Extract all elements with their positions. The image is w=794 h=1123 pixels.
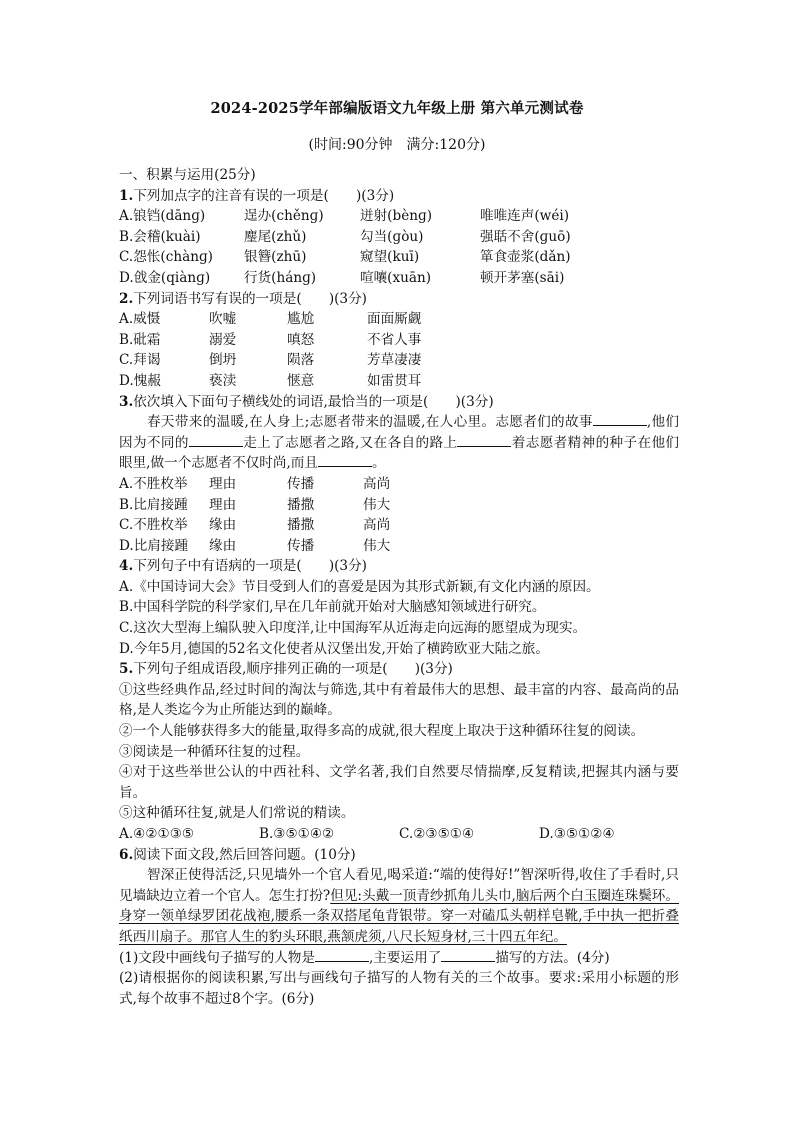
underlined-passage: 但见:头戴一顶青纱抓角儿头巾,脑后两个白玉圈连珠鬓环。身穿一领单绿罗团花战袍,腰系一条双搭尾龟背银带。穿一对磕瓜头朝样皂靴,手中执一把折叠纸西川扇子。那官人生的豹头环眼,燕颔虎须,八尺长短身材,三十四五年纪。: [119, 887, 679, 945]
q3-option-cell: C.不胜枚举: [119, 517, 188, 534]
passage-text: 智深正使得活泛,只见墙外一个官人看见,喝采道:“端的使得好!”智深听得,收住了手看时,只见墙缺边立着一个官人。怎生打扮?: [119, 867, 679, 904]
q2-option-cell: 亵渎: [209, 372, 237, 389]
q3-option-cell: 伟大: [363, 496, 391, 513]
q2-option-cell: D.愧赧: [119, 372, 161, 389]
q1-option-cell: 唯唯连声(wéi): [480, 208, 570, 225]
q3-option-cell: 传播: [287, 537, 315, 554]
q3-option-row: [119, 515, 679, 536]
q1-option-row: [119, 247, 679, 268]
q3-option-cell: 理由: [209, 496, 237, 513]
q1-option-row: [119, 206, 679, 227]
question-number: 3.: [119, 393, 134, 410]
q1-option-cell: 行货(hánɡ): [244, 269, 317, 286]
q3-option-cell: 高尚: [363, 475, 391, 492]
q5-sentence-4: ④对于这些举世公认的中西社科、文学名著,我们自然要尽情揣摩,反复精读,把握其内涵与要旨。: [119, 764, 679, 801]
q6-passage: [119, 865, 679, 947]
question-1: [119, 186, 679, 207]
question-2: [119, 289, 679, 310]
q3-option-row: [119, 495, 679, 516]
q3-options: [119, 474, 679, 556]
q1-option-cell: 迸射(bènɡ): [360, 208, 432, 225]
page-title: 2024-2025学年部编版语文九年级上册 第六单元测试卷: [210, 100, 584, 117]
passage-text: ,他们因为不同的: [119, 414, 679, 451]
question-number: 4.: [119, 558, 134, 575]
q4-option-b: B.中国科学院的科学家们,早在几年前就开始对大脑感知领域进行研究。: [119, 599, 546, 616]
q3-option-row: [119, 474, 679, 495]
q2-option-cell: C.拜谒: [119, 352, 161, 369]
q2-option-cell: A.威慑: [119, 311, 161, 328]
question-stem: 下列句子中有语病的一项是( )(3分): [133, 558, 367, 575]
question-6: [119, 845, 679, 866]
page-subtitle: (时间:90分钟 满分:120分): [308, 137, 486, 153]
q2-option-cell: 惬意: [287, 372, 315, 389]
passage-text: 着志愿者精神的种子在他们眼里,做一个志愿者不仅时尚,而且: [119, 434, 680, 472]
q3-option-cell: 高尚: [363, 517, 391, 534]
q5-option-d: D.③⑤①②④: [539, 826, 615, 842]
q3-option-cell: B.比肩接踵: [119, 496, 188, 513]
q1-option-cell: A.锒铛(dānɡ): [119, 208, 206, 225]
q2-option-cell: 溺爱: [209, 331, 237, 348]
question-stem: 下列句子组成语段,顺序排列正确的一项是( )(3分): [133, 661, 453, 678]
q6-subquestion-2: (2)请根据你的阅读积累,写出与画线句子描写的人物有关的三个故事。要求:采用小标题的形式,每个故事不超过8个字。(6分): [119, 970, 679, 1007]
section-heading: 一、积累与运用(25分): [119, 167, 256, 183]
subquestion-text: 描写的方法。(4分): [495, 949, 610, 966]
q5-sentence-1: ①这些经典作品,经过时间的淘汰与筛选,其中有着最伟大的思想、最丰富的内容、最高尚的品格,是人类迄今为止所能达到的巅峰。: [119, 681, 679, 719]
q2-option-cell: 不省人事: [367, 331, 422, 348]
q2-option-cell: 倒坍: [209, 352, 237, 369]
q2-option-cell: 嗔怒: [287, 331, 315, 348]
q3-option-cell: 伟大: [363, 537, 391, 554]
question-stem: 下列加点字的注音有误的一项是( )(3分): [133, 187, 395, 204]
q5-sentence-2: ②一个人能够获得多大的能量,取得多高的成就,很大程度上取决于这种循环往复的阅读。: [119, 723, 645, 740]
q1-option-cell: 喧嚷(xuān): [360, 269, 432, 286]
question-number: 6.: [119, 846, 134, 863]
fill-blank[interactable]: [318, 453, 372, 467]
question-4: [119, 556, 679, 577]
q2-option-row: [119, 309, 679, 330]
q3-option-cell: A.不胜枚举: [119, 475, 188, 492]
q3-option-cell: 缘由: [209, 517, 237, 534]
q1-option-row: [119, 268, 679, 289]
q1-options: [119, 206, 679, 288]
q2-option-cell: 面面厮觑: [367, 311, 422, 328]
passage-text: 走上了志愿者之路,又在各自的路上: [242, 434, 458, 451]
question-stem: 下列词语书写有误的一项是( )(3分): [133, 290, 367, 307]
q5-sentence-3: ③阅读是一种循环往复的过程。: [119, 743, 310, 760]
question-3: [119, 392, 679, 413]
q5-option-c: C.②③⑤①④: [399, 826, 475, 842]
q1-option-cell: 麈尾(zhǔ): [244, 228, 307, 245]
question-number: 5.: [119, 661, 134, 678]
question-number: 1.: [119, 187, 134, 204]
fill-blank[interactable]: [189, 433, 243, 447]
q1-option-cell: C.怨怅(chànɡ): [119, 249, 213, 266]
q2-option-cell: 芳草凄凄: [367, 352, 422, 369]
q3-option-cell: 播撒: [287, 517, 315, 534]
q2-option-cell: 尴尬: [287, 311, 315, 328]
q1-option-cell: 银簪(zhū): [244, 249, 307, 266]
q6-subquestion-1: [119, 948, 679, 969]
question-number: 2.: [119, 290, 134, 307]
q2-option-cell: B.砒霜: [119, 331, 161, 348]
subquestion-text: ,主要运用了: [368, 949, 442, 966]
q4-option-a: A.《中国诗词大会》节目受到人们的喜爱是因为其形式新颖,有文化内涵的原因。: [119, 578, 600, 595]
q3-option-row: [119, 536, 679, 557]
passage-text: 。: [371, 455, 386, 472]
q5-options: [119, 824, 679, 845]
q4-option-d: D.今年5月,德国的52名文化使者从汉堡出发,开始了横跨欧亚大陆之旅。: [119, 640, 549, 657]
fill-blank[interactable]: [315, 948, 369, 962]
question-stem: 阅读下面文段,然后回答问题。(10分): [133, 846, 356, 863]
q1-option-cell: 顿开茅塞(sāi): [480, 269, 565, 286]
q1-option-cell: 逞办(chěnɡ): [244, 208, 324, 225]
q2-option-cell: 陨落: [287, 352, 315, 369]
q5-option-b: B.③⑤①④②: [259, 826, 335, 842]
q3-option-cell: 播撒: [287, 496, 315, 513]
q1-option-cell: 箪食壶浆(dǎn): [480, 249, 571, 266]
subquestion-text: (1)文段中画线句子描写的人物是: [119, 949, 315, 966]
q4-option-c: C.这次大型海上编队驶入印度洋,让中国海军从近海走向远海的愿望成为现实。: [119, 620, 587, 637]
q5-sentence-5: ⑤这种循环往复,就是人们常说的精读。: [119, 805, 355, 822]
q1-option-cell: B.会稽(kuài): [119, 228, 201, 245]
q1-option-cell: 勾当(ɡòu): [360, 228, 424, 245]
q2-option-row: [119, 350, 679, 371]
q2-option-row: [119, 371, 679, 392]
q3-passage: [119, 412, 679, 474]
q3-option-cell: D.比肩接踵: [119, 537, 189, 554]
exam-content: [119, 165, 679, 1009]
question-5: [119, 659, 679, 680]
passage-text: 春天带来的温暖,在人身上;志愿者带来的温暖,在人心里。志愿者们的故事: [147, 414, 593, 431]
q5-option-a: A.④②①③⑤: [119, 826, 195, 842]
fill-blank[interactable]: [441, 948, 495, 962]
q2-options: [119, 309, 679, 391]
q3-option-cell: 传播: [287, 475, 315, 492]
q2-option-cell: 如雷贯耳: [367, 372, 422, 389]
q1-option-row: [119, 227, 679, 248]
q3-option-cell: 理由: [209, 475, 237, 492]
fill-blank[interactable]: [457, 433, 511, 447]
q1-option-cell: D.戗金(qiànɡ): [119, 269, 211, 286]
fill-blank[interactable]: [593, 412, 647, 426]
q2-option-cell: 吹嘘: [209, 311, 237, 328]
q3-option-cell: 缘由: [209, 537, 237, 554]
q1-option-cell: 窥望(kuī): [360, 249, 420, 266]
q1-option-cell: 强聒不舍(ɡuō): [480, 228, 571, 245]
q2-option-row: [119, 330, 679, 351]
question-stem: 依次填入下面句子横线处的词语,最恰当的一项是( )(3分): [133, 393, 494, 410]
